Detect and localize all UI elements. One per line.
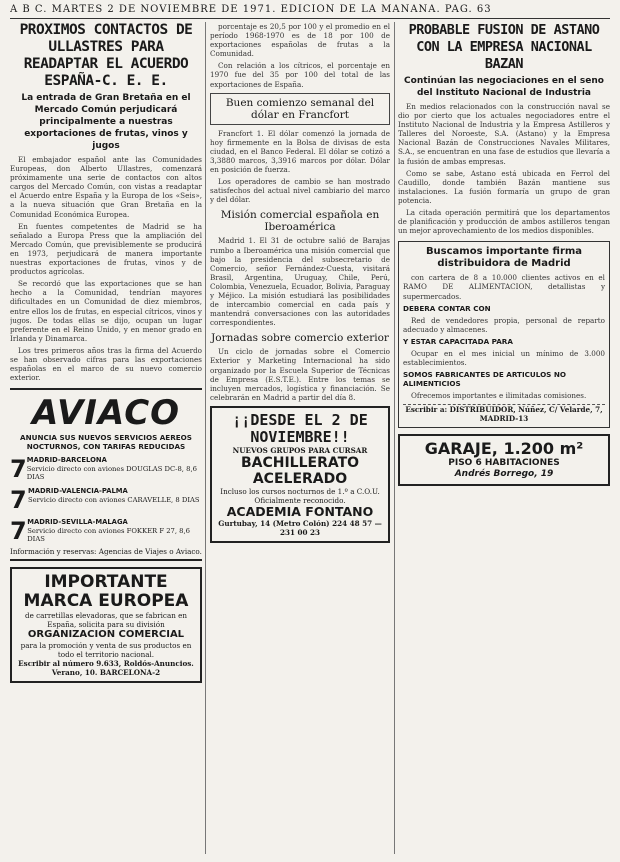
route-name: MADRID-VALENCIA-PALMA (28, 487, 128, 496)
marca-europea-advert (10, 567, 202, 683)
advert-text: Ofrecemos importantes e ilimitadas comisiones. (411, 390, 587, 400)
garaje-advert (398, 434, 610, 486)
article-paragraph: Francfort 1. El dólar comenzó la jornada de hoy firmemente en la Bolsa de divisas de esta ciudad, en el Banco Federal. El dólar se cotizó a 3,3880 marcos, 3,3916 marcos por dólar. Dólar en posición de fuerza. (210, 128, 390, 175)
subhead-mision: Misión comercial española en Iberoamérica (220, 209, 380, 234)
article-paragraph: Los tres primeros años tras la firma del Acuerdo se han observado cifras para las exportaciones españolas en el marco de su nuevo comercio exterior. (10, 345, 202, 383)
advert-academy: ACADEMIA FONTANO (226, 503, 374, 519)
headline-ullastres: PROXIMOS CONTACTOS DE ULLASTRES PARA READAPTAR EL ACUERDO ESPAÑA-C. E. E. (19, 22, 193, 89)
advert-title: IMPORTANTE MARCA EUROPEA (23, 572, 189, 612)
article-paragraph: El embajador español ante las Comunidades Europeas, don Alberto Ullastres, comenzará próximamente una serie de contactos con altos cargos del Mercado Común, con vistas a readaptar el Acuerdo entre España y la Europa de los «Seis», a la nueva situación que Gran Bretaña en la Comunidad Económica Europea. (10, 155, 202, 219)
advert-text: de carretillas elevadoras, que se fabrican en España, solicita para su división (24, 611, 188, 630)
headline-astano: PROBABLE FUSION DE ASTANO CON LA EMPRESA NACIONAL BAZAN (408, 22, 600, 72)
article-paragraph: Como se sabe, Astano está ubicada en Ferrol del Caudillo, donde también Bazán mantiene sus instalaciones. La fusión formaría un grupo de gran potencia. (398, 168, 610, 205)
column-rule (205, 22, 206, 854)
route-days: 7 (10, 517, 27, 546)
article-paragraph: porcentaje es 20,5 por 100 y el promedio en el período 1968-1970 es de 18 por 100 de exportaciones españolas de frutas a la Comunidad. (210, 22, 390, 59)
article-paragraph: Los operadores de cambio se han mostrado satisfechos del actual nivel cambiario del marco y del dólar. (210, 177, 390, 205)
route-detail: Servicio directo con aviones DOUGLAS DC-8, 8,6 DIAS (26, 464, 197, 482)
article-paragraph: En medios relacionados con la construcción naval se dio por cierto que los actuales negociadores entre el Instituto Nacional de Industria y la Empresa Astilleros y Talleres del Noroeste, S.A. (Astano) y la Empresa Nacional Bazán de Construcciones Navales Militares, S.A., se encuentran en una fase de estudios que llevaría a la fusión de ambas empresas. (398, 102, 610, 166)
column-rule (394, 22, 395, 854)
advert-address: Gurtubay, 14 (Metro Colón) 224 48 57 — 231 00 23 (218, 518, 382, 537)
route-item (10, 487, 202, 513)
advert-label: SOMOS FABRICANTES DE ARTICULOS NO ALIMENTICIOS (403, 369, 566, 388)
article-paragraph: Con relación a los cítricos, el porcentaje en 1970 fue del 35 por 100 del total de las exportaciones de España. (210, 61, 390, 89)
advert-line: Incluso los cursos nocturnos de 1.º a C.O.U. (220, 486, 380, 496)
aviaco-footer: Información y reservas: Agencias de Viajes o Aviaco. (10, 547, 202, 557)
route-days: 7 (10, 455, 27, 484)
route-item (10, 518, 202, 544)
advert-line: Oficialmente reconocido. (254, 495, 346, 505)
article-paragraph: Se recordó que las exportaciones que se han hecho a la Comunidad, tendrían mayores dificultades en un Comunidad de diez miembros, entre ellos los de frutas, en especial cítricos, vinos y jugos. De todas ellas se dijo, ocupan un lugar preferente en el Reino Unido, y en menor grado en Irlanda y Dinamarca. (10, 279, 202, 343)
advert-label: DEBERA CONTAR CON (403, 303, 491, 313)
route-detail: Servicio directo con aviones FOKKER F 27, 8,6 DIAS (27, 526, 190, 544)
advert-org: ORGANIZACION COMERCIAL (27, 629, 185, 641)
garaje-size: 1.200 m² (503, 439, 584, 459)
deck-ullastres: La entrada de Gran Bretaña en el Mercado Común perjudicará principalmente a nuestras exportaciones de frutas, vinos y jugos (21, 93, 191, 151)
deck-astano: Continúan las negociaciones en el seno del Instituto Nacional de Industria (404, 76, 604, 98)
garaje-title: GARAJE, (424, 439, 498, 459)
distribuidora-advert (398, 241, 610, 428)
advert-ref: Escribir al número 9.633, Roldós-Anuncios. Verano, 10. BARCELONA-2 (18, 659, 194, 678)
aviaco-advert (10, 388, 202, 561)
article-paragraph: La citada operación permitirá que los departamentos de planificación y producción de ambos astilleros tengan un mejor aprovechamiento de los medios disponibles. (398, 208, 610, 236)
route-item (10, 456, 202, 482)
academia-advert (210, 406, 390, 543)
route-days: 7 (10, 486, 27, 515)
advert-title: BACHILLERATO ACELERADO (240, 454, 360, 487)
advert-title: Buscamos importante firma distribuidora de Madrid (425, 246, 583, 270)
column-middle (210, 22, 390, 854)
column-right (398, 22, 610, 854)
article-paragraph: Madrid 1. El 31 de octubre salió de Barajas rumbo a Iberoamérica una misión comercial que bajo la presidencia del subsecretario de Comercio, señor Fernández-Cuesta, visitará Brasil, Argentina, Uruguay, Chile, Perú, Colombia, Venezuela, Ecuador, Bolivia, Paraguay y Méjico. La misión estudiará las posibilidades de intercambio comercial en cada país y mantendrá conversaciones con las autoridades correspondientes. (210, 236, 390, 328)
advert-text: Red de vendedores propia, personal de reparto adecuado y almacenes. (403, 315, 605, 334)
garaje-detail: PISO 6 HABITACIONES (448, 458, 560, 469)
advert-ref: Escribir a: DISTRIBUIDOR, Núñez, C/ Velarde, 7, MADRID-13 (405, 405, 603, 424)
aviaco-subhead: ANUNCIA SUS NUEVOS SERVICIOS AEREOS NOCTURNOS, CON TARIFAS REDUCIDAS (20, 433, 192, 452)
advert-line: NUEVOS GRUPOS PARA CURSAR (232, 445, 368, 455)
article-paragraph: En fuentes competentes de Madrid se ha señalado a Europa Press que la ampliación del Mercado Común, que previsiblemente se producirá en 1973, perjudicará de manera importante nuestras exportaciones de frutas, vinos y de productos agrícolas. (10, 221, 202, 277)
advert-text: con cartera de 8 a 10.000 clientes activos en el RAMO DE ALIMENTACION, detallistas y supermercados. (403, 273, 605, 301)
article-paragraph: Un ciclo de jornadas sobre el Comercio Exterior y Marketing Internacional ha sido organizado por la Escuela Superior de Técnicas de Empresa (E.S.T.E.). Entre los temas se incluyen mercados, logística y financiación. Se celebrarán en Madrid a partir del día 8. (210, 347, 390, 402)
column-left (10, 22, 202, 854)
route-name: MADRID-BARCELONA (26, 456, 107, 465)
advert-text: para la promoción y venta de sus productos en todo el territorio nacional. (20, 641, 192, 660)
subhead-dolar: Buen comienzo semanal del dólar en Francfort (225, 96, 375, 121)
advert-text: Ocupar en el mes inicial un mínimo de 3.000 establecimientos. (403, 348, 605, 367)
advert-date: ¡¡DESDE EL 2 DE NOVIEMBRE!! (232, 410, 368, 446)
aviaco-logo: AVIACO (31, 393, 181, 434)
subhead-jornadas: Jornadas sobre comercio exterior (211, 332, 389, 345)
route-detail: Servicio directo con aviones CARAVELLE, 8 DIAS (28, 495, 200, 504)
page-header: A B C. MARTES 2 DE NOVIEMBRE DE 1971. EDICION DE LA MAÑANA. PAG. 63 (10, 4, 610, 19)
garaje-address: Andrés Borrego, 19 (454, 469, 554, 480)
route-name: MADRID-SEVILLA-MALAGA (27, 518, 128, 527)
advert-label: Y ESTAR CAPACITADA PARA (403, 336, 513, 346)
subhead-box (210, 93, 390, 125)
